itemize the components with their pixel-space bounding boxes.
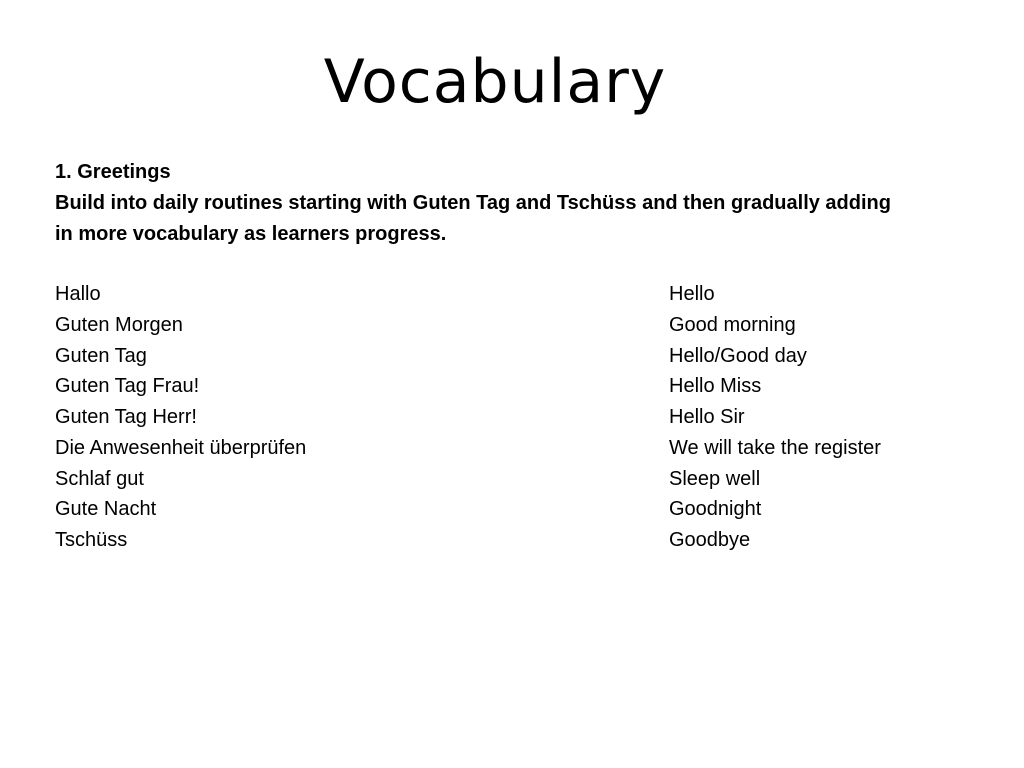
vocab-row xyxy=(55,433,975,464)
vocab-row xyxy=(55,341,975,372)
vocab-row xyxy=(55,310,975,341)
instruction-line-2: in more vocabulary as learners progress. xyxy=(55,223,447,245)
english-translation: Good morning xyxy=(669,313,796,336)
german-term: Guten Morgen xyxy=(55,313,183,336)
vocab-row xyxy=(55,525,975,556)
german-term: Hallo xyxy=(55,283,101,305)
intro-block xyxy=(55,157,995,250)
german-term: Guten Tag Herr! xyxy=(55,406,197,428)
instruction-line-1: Build into daily routines starting with Guten Tag and Tschüss and then gradually adding xyxy=(55,192,891,214)
english-translation: Sleep well xyxy=(669,467,761,490)
german-term: Tschüss xyxy=(55,529,128,551)
english-translation: Hello Miss xyxy=(669,375,762,398)
vocab-row xyxy=(55,279,975,310)
vocab-row xyxy=(55,464,975,495)
vocab-row xyxy=(55,402,975,433)
german-term: Gute Nacht xyxy=(55,498,157,521)
english-translation: We will take the register xyxy=(669,436,881,459)
english-translation: Hello/Good day xyxy=(669,344,807,367)
german-term: Schlaf gut xyxy=(55,467,144,490)
slide-title: Vocabulary xyxy=(323,47,667,117)
german-term: Guten Tag xyxy=(55,344,147,367)
vocab-row xyxy=(55,371,975,402)
vocabulary-list xyxy=(55,279,975,556)
section-heading: 1. Greetings xyxy=(55,161,171,183)
english-translation: Goodnight xyxy=(669,498,762,521)
english-translation: Goodbye xyxy=(669,529,751,551)
german-term: Die Anwesenheit überprüfen xyxy=(55,436,307,459)
german-term: Guten Tag Frau! xyxy=(55,375,200,398)
english-translation: Hello xyxy=(669,283,715,305)
english-translation: Hello Sir xyxy=(669,406,745,428)
vocab-row xyxy=(55,494,975,525)
